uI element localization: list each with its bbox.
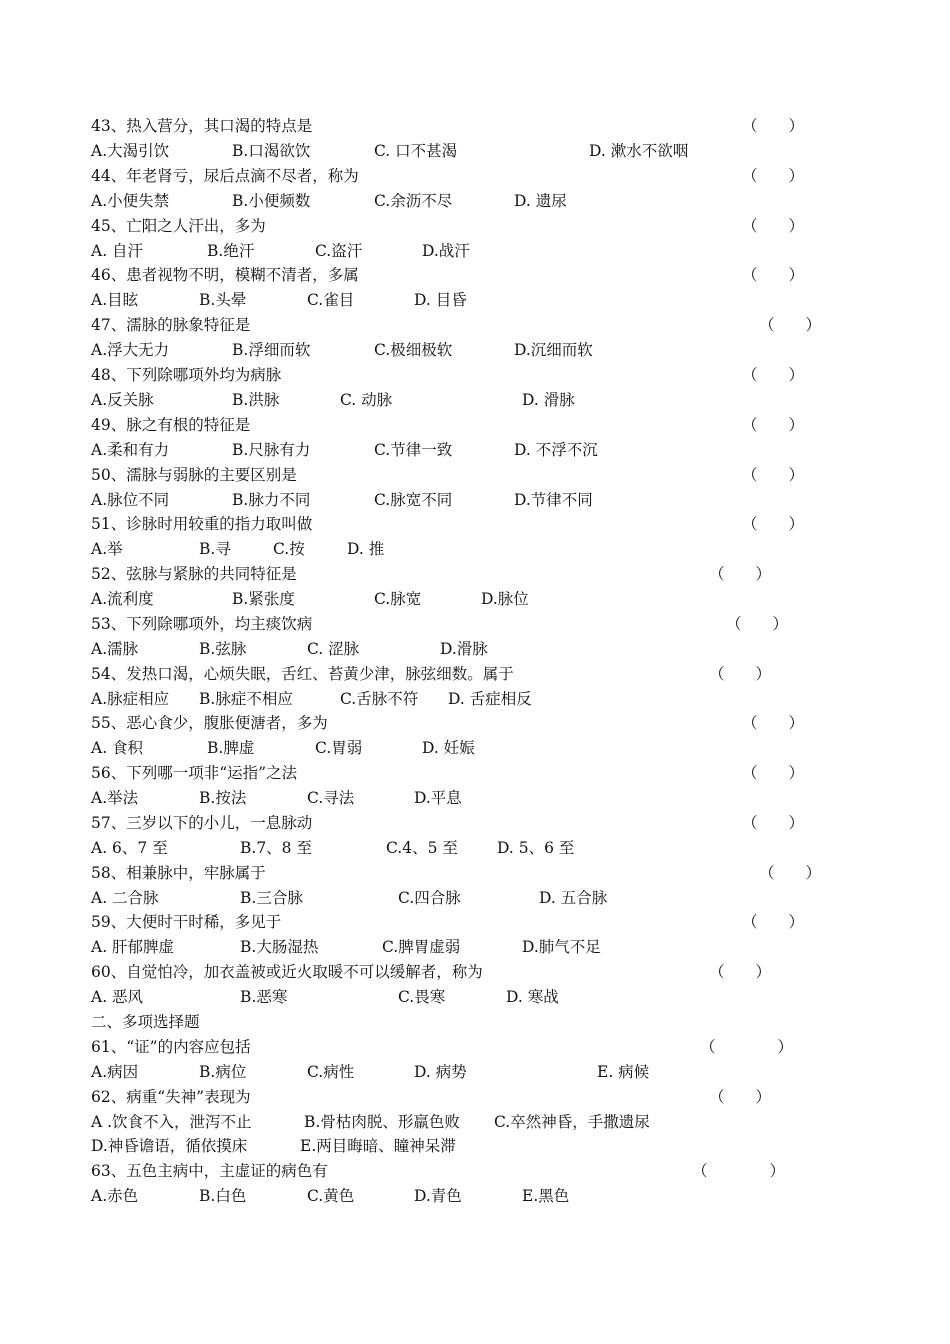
option-a: A. 食积 xyxy=(91,739,144,757)
option-b: B.骨枯肉脱、形羸色败 xyxy=(304,1113,460,1131)
answer-blank: （ ） xyxy=(759,316,822,334)
answer-blank: （ ） xyxy=(742,764,805,782)
question-49 xyxy=(0,413,950,438)
options-61 xyxy=(0,1060,950,1085)
option-c: C.寻法 xyxy=(307,789,355,807)
option-c: C.脾胃虚弱 xyxy=(382,938,461,956)
option-c: C.余沥不尽 xyxy=(374,192,453,210)
options-60 xyxy=(0,985,950,1010)
answer-blank: （ ） xyxy=(709,963,772,981)
option-b: B.恶寒 xyxy=(240,988,288,1006)
option-d: D. 遗尿 xyxy=(514,192,567,210)
question-45 xyxy=(0,214,950,239)
option-c: C.脉宽不同 xyxy=(374,491,453,509)
options-55 xyxy=(0,736,950,761)
option-d: D.青色 xyxy=(414,1187,462,1205)
option-b: B.寻 xyxy=(199,540,231,558)
question-60 xyxy=(0,960,950,985)
option-d: D.平息 xyxy=(414,789,462,807)
options-63 xyxy=(0,1184,950,1209)
option-c: C.雀目 xyxy=(307,291,355,309)
option-c: C.病性 xyxy=(307,1063,355,1081)
answer-blank: （ ） xyxy=(742,266,805,284)
option-d: D. 5、6 至 xyxy=(497,839,575,857)
question-stem: 57、三岁以下的小儿，一息脉动 xyxy=(91,814,313,832)
answer-blank: （ ） xyxy=(726,615,789,633)
question-57 xyxy=(0,811,950,836)
answer-blank: （ ） xyxy=(742,416,805,434)
option-b: B.洪脉 xyxy=(232,391,280,409)
options-62-row1 xyxy=(0,1110,950,1135)
question-stem: 61、“证”的内容应包括 xyxy=(91,1038,251,1056)
question-54 xyxy=(0,662,950,687)
question-stem: 62、病重“失神”表现为 xyxy=(91,1088,251,1106)
option-b: B.白色 xyxy=(199,1187,247,1205)
option-b: B.尺脉有力 xyxy=(232,441,311,459)
option-a: A.举法 xyxy=(91,789,139,807)
option-b: B.绝汗 xyxy=(207,242,255,260)
option-e: E. 病候 xyxy=(597,1063,650,1081)
option-c: C.舌脉不符 xyxy=(340,690,419,708)
option-c: C.卒然神昏，手撒遗尿 xyxy=(494,1113,650,1131)
option-c: C.盗汗 xyxy=(315,242,363,260)
options-44 xyxy=(0,189,950,214)
option-b: B.头晕 xyxy=(199,291,247,309)
question-stem: 60、自觉怕冷，加衣盖被或近火取暖不可以缓解者，称为 xyxy=(91,963,483,981)
option-a: A.大渴引饮 xyxy=(91,142,170,160)
question-stem: 53、下列除哪项外，均主痰饮病 xyxy=(91,615,313,633)
option-b: B.大肠湿热 xyxy=(240,938,319,956)
options-62-row2 xyxy=(0,1134,950,1159)
option-d: D.战汗 xyxy=(422,242,470,260)
answer-blank: （ ） xyxy=(742,814,805,832)
option-c: C.按 xyxy=(273,540,305,558)
option-b: B.7、8 至 xyxy=(240,839,312,857)
question-stem: 56、下列哪一项非“运指”之法 xyxy=(91,764,298,782)
option-b: B.脉症不相应 xyxy=(199,690,293,708)
question-59 xyxy=(0,910,950,935)
option-c: C.胃弱 xyxy=(315,739,363,757)
options-50 xyxy=(0,488,950,513)
option-a: A. 二合脉 xyxy=(91,889,159,907)
options-53 xyxy=(0,637,950,662)
answer-blank: （ ） xyxy=(742,515,805,533)
option-d: D. 寒战 xyxy=(506,988,559,1006)
options-46 xyxy=(0,288,950,313)
option-d: D. 病势 xyxy=(414,1063,467,1081)
option-a: A.病因 xyxy=(91,1063,139,1081)
answer-blank: （ ） xyxy=(742,167,805,185)
option-d: D. 不浮不沉 xyxy=(514,441,598,459)
option-c: C.四合脉 xyxy=(398,889,461,907)
answer-blank: （ ） xyxy=(692,1162,786,1180)
question-44 xyxy=(0,164,950,189)
option-b: B.脾虚 xyxy=(207,739,255,757)
section-heading xyxy=(0,1010,950,1035)
option-d: D.脉位 xyxy=(481,590,529,608)
answer-blank: （ ） xyxy=(742,466,805,484)
option-a: A. 肝郁脾虚 xyxy=(91,938,175,956)
option-a: A. 6、7 至 xyxy=(91,839,168,857)
answer-blank: （ ） xyxy=(700,1038,794,1056)
option-a: A. 恶风 xyxy=(91,988,144,1006)
section-title: 二、多项选择题 xyxy=(91,1013,200,1031)
question-stem: 50、濡脉与弱脉的主要区别是 xyxy=(91,466,297,484)
question-stem: 48、下列除哪项外均为病脉 xyxy=(91,366,282,384)
option-d: D. 推 xyxy=(347,540,385,558)
option-d: D.滑脉 xyxy=(440,640,488,658)
answer-blank: （ ） xyxy=(742,217,805,235)
question-stem: 63、五色主病中，主虚证的病色有 xyxy=(91,1162,328,1180)
options-52 xyxy=(0,587,950,612)
option-c: C.畏寒 xyxy=(398,988,446,1006)
option-b: B.三合脉 xyxy=(240,889,303,907)
option-c: C. 涩脉 xyxy=(307,640,360,658)
answer-blank: （ ） xyxy=(709,565,772,583)
question-stem: 55、恶心食少，腹胀便溏者，多为 xyxy=(91,714,328,732)
question-56 xyxy=(0,761,950,786)
question-stem: 52、弦脉与紧脉的共同特征是 xyxy=(91,565,297,583)
options-45 xyxy=(0,239,950,264)
option-d: D.节律不同 xyxy=(514,491,593,509)
option-c: C.4、5 至 xyxy=(386,839,458,857)
option-a: A.目眩 xyxy=(91,291,139,309)
question-stem: 49、脉之有根的特征是 xyxy=(91,416,251,434)
option-d: D.神昏谵语，循依摸床 xyxy=(91,1137,248,1155)
answer-blank: （ ） xyxy=(742,714,805,732)
option-c: C.脉宽 xyxy=(374,590,422,608)
option-a: A.赤色 xyxy=(91,1187,139,1205)
options-59 xyxy=(0,935,950,960)
answer-blank: （ ） xyxy=(709,665,772,683)
question-53 xyxy=(0,612,950,637)
question-48 xyxy=(0,363,950,388)
option-a: A.举 xyxy=(91,540,123,558)
option-a: A.浮大无力 xyxy=(91,341,170,359)
question-50 xyxy=(0,463,950,488)
options-47 xyxy=(0,338,950,363)
options-56 xyxy=(0,786,950,811)
question-stem: 59、大便时干时稀，多见于 xyxy=(91,913,282,931)
options-58 xyxy=(0,886,950,911)
option-d: D.肺气不足 xyxy=(522,938,601,956)
question-43 xyxy=(0,114,950,139)
question-47 xyxy=(0,313,950,338)
option-a: A.脉位不同 xyxy=(91,491,170,509)
option-a: A.小便失禁 xyxy=(91,192,170,210)
option-c: C.节律一致 xyxy=(374,441,453,459)
question-stem: 51、诊脉时用较重的指力取叫做 xyxy=(91,515,313,533)
option-c: C.极细极软 xyxy=(374,341,453,359)
options-49 xyxy=(0,438,950,463)
options-51 xyxy=(0,537,950,562)
question-stem: 43、热入营分，其口渴的特点是 xyxy=(91,117,313,135)
options-57 xyxy=(0,836,950,861)
answer-blank: （ ） xyxy=(742,117,805,135)
question-stem: 44、年老肾亏，尿后点滴不尽者，称为 xyxy=(91,167,359,185)
option-a: A.反关脉 xyxy=(91,391,154,409)
question-55 xyxy=(0,711,950,736)
answer-blank: （ ） xyxy=(759,864,822,882)
question-51 xyxy=(0,512,950,537)
question-62 xyxy=(0,1085,950,1110)
option-d: D. 妊娠 xyxy=(422,739,475,757)
question-61 xyxy=(0,1035,950,1060)
option-d: D. 目昏 xyxy=(414,291,467,309)
option-a: A.柔和有力 xyxy=(91,441,170,459)
option-a: A.濡脉 xyxy=(91,640,139,658)
question-46 xyxy=(0,263,950,288)
option-b: B.紧张度 xyxy=(232,590,295,608)
option-b: B.口渴欲饮 xyxy=(232,142,311,160)
option-a: A. 自汗 xyxy=(91,242,144,260)
question-52 xyxy=(0,562,950,587)
option-c: C.黄色 xyxy=(307,1187,355,1205)
option-d: D.沉细而软 xyxy=(514,341,593,359)
option-a: A.流利度 xyxy=(91,590,154,608)
question-stem: 45、亡阳之人汗出，多为 xyxy=(91,217,266,235)
option-a: A.脉症相应 xyxy=(91,690,170,708)
option-d: D. 滑脉 xyxy=(522,391,575,409)
options-43 xyxy=(0,139,950,164)
question-stem: 54、发热口渴，心烦失眠，舌红、苔黄少津，脉弦细数。属于 xyxy=(91,665,514,683)
question-stem: 47、濡脉的脉象特征是 xyxy=(91,316,251,334)
option-e: E.两目晦暗、瞳神呆滞 xyxy=(300,1137,456,1155)
option-a: A .饮食不入，泄泻不止 xyxy=(91,1113,252,1131)
option-b: B.脉力不同 xyxy=(232,491,311,509)
option-e: E.黑色 xyxy=(522,1187,570,1205)
options-48 xyxy=(0,388,950,413)
answer-blank: （ ） xyxy=(742,913,805,931)
option-b: B.按法 xyxy=(199,789,247,807)
option-b: B.病位 xyxy=(199,1063,247,1081)
option-b: B.浮细而软 xyxy=(232,341,311,359)
answer-blank: （ ） xyxy=(742,366,805,384)
option-d: D. 舌症相反 xyxy=(448,690,532,708)
option-d: D. 漱水不欲咽 xyxy=(589,142,689,160)
question-stem: 46、患者视物不明，模糊不清者，多属 xyxy=(91,266,359,284)
question-63 xyxy=(0,1159,950,1184)
question-stem: 58、相兼脉中，牢脉属于 xyxy=(91,864,266,882)
option-c: C. 口不甚渴 xyxy=(374,142,458,160)
answer-blank: （ ） xyxy=(709,1088,772,1106)
option-c: C. 动脉 xyxy=(340,391,393,409)
option-b: B.小便频数 xyxy=(232,192,311,210)
question-58 xyxy=(0,861,950,886)
option-d: D. 五合脉 xyxy=(539,889,608,907)
options-54 xyxy=(0,687,950,712)
option-b: B.弦脉 xyxy=(199,640,247,658)
